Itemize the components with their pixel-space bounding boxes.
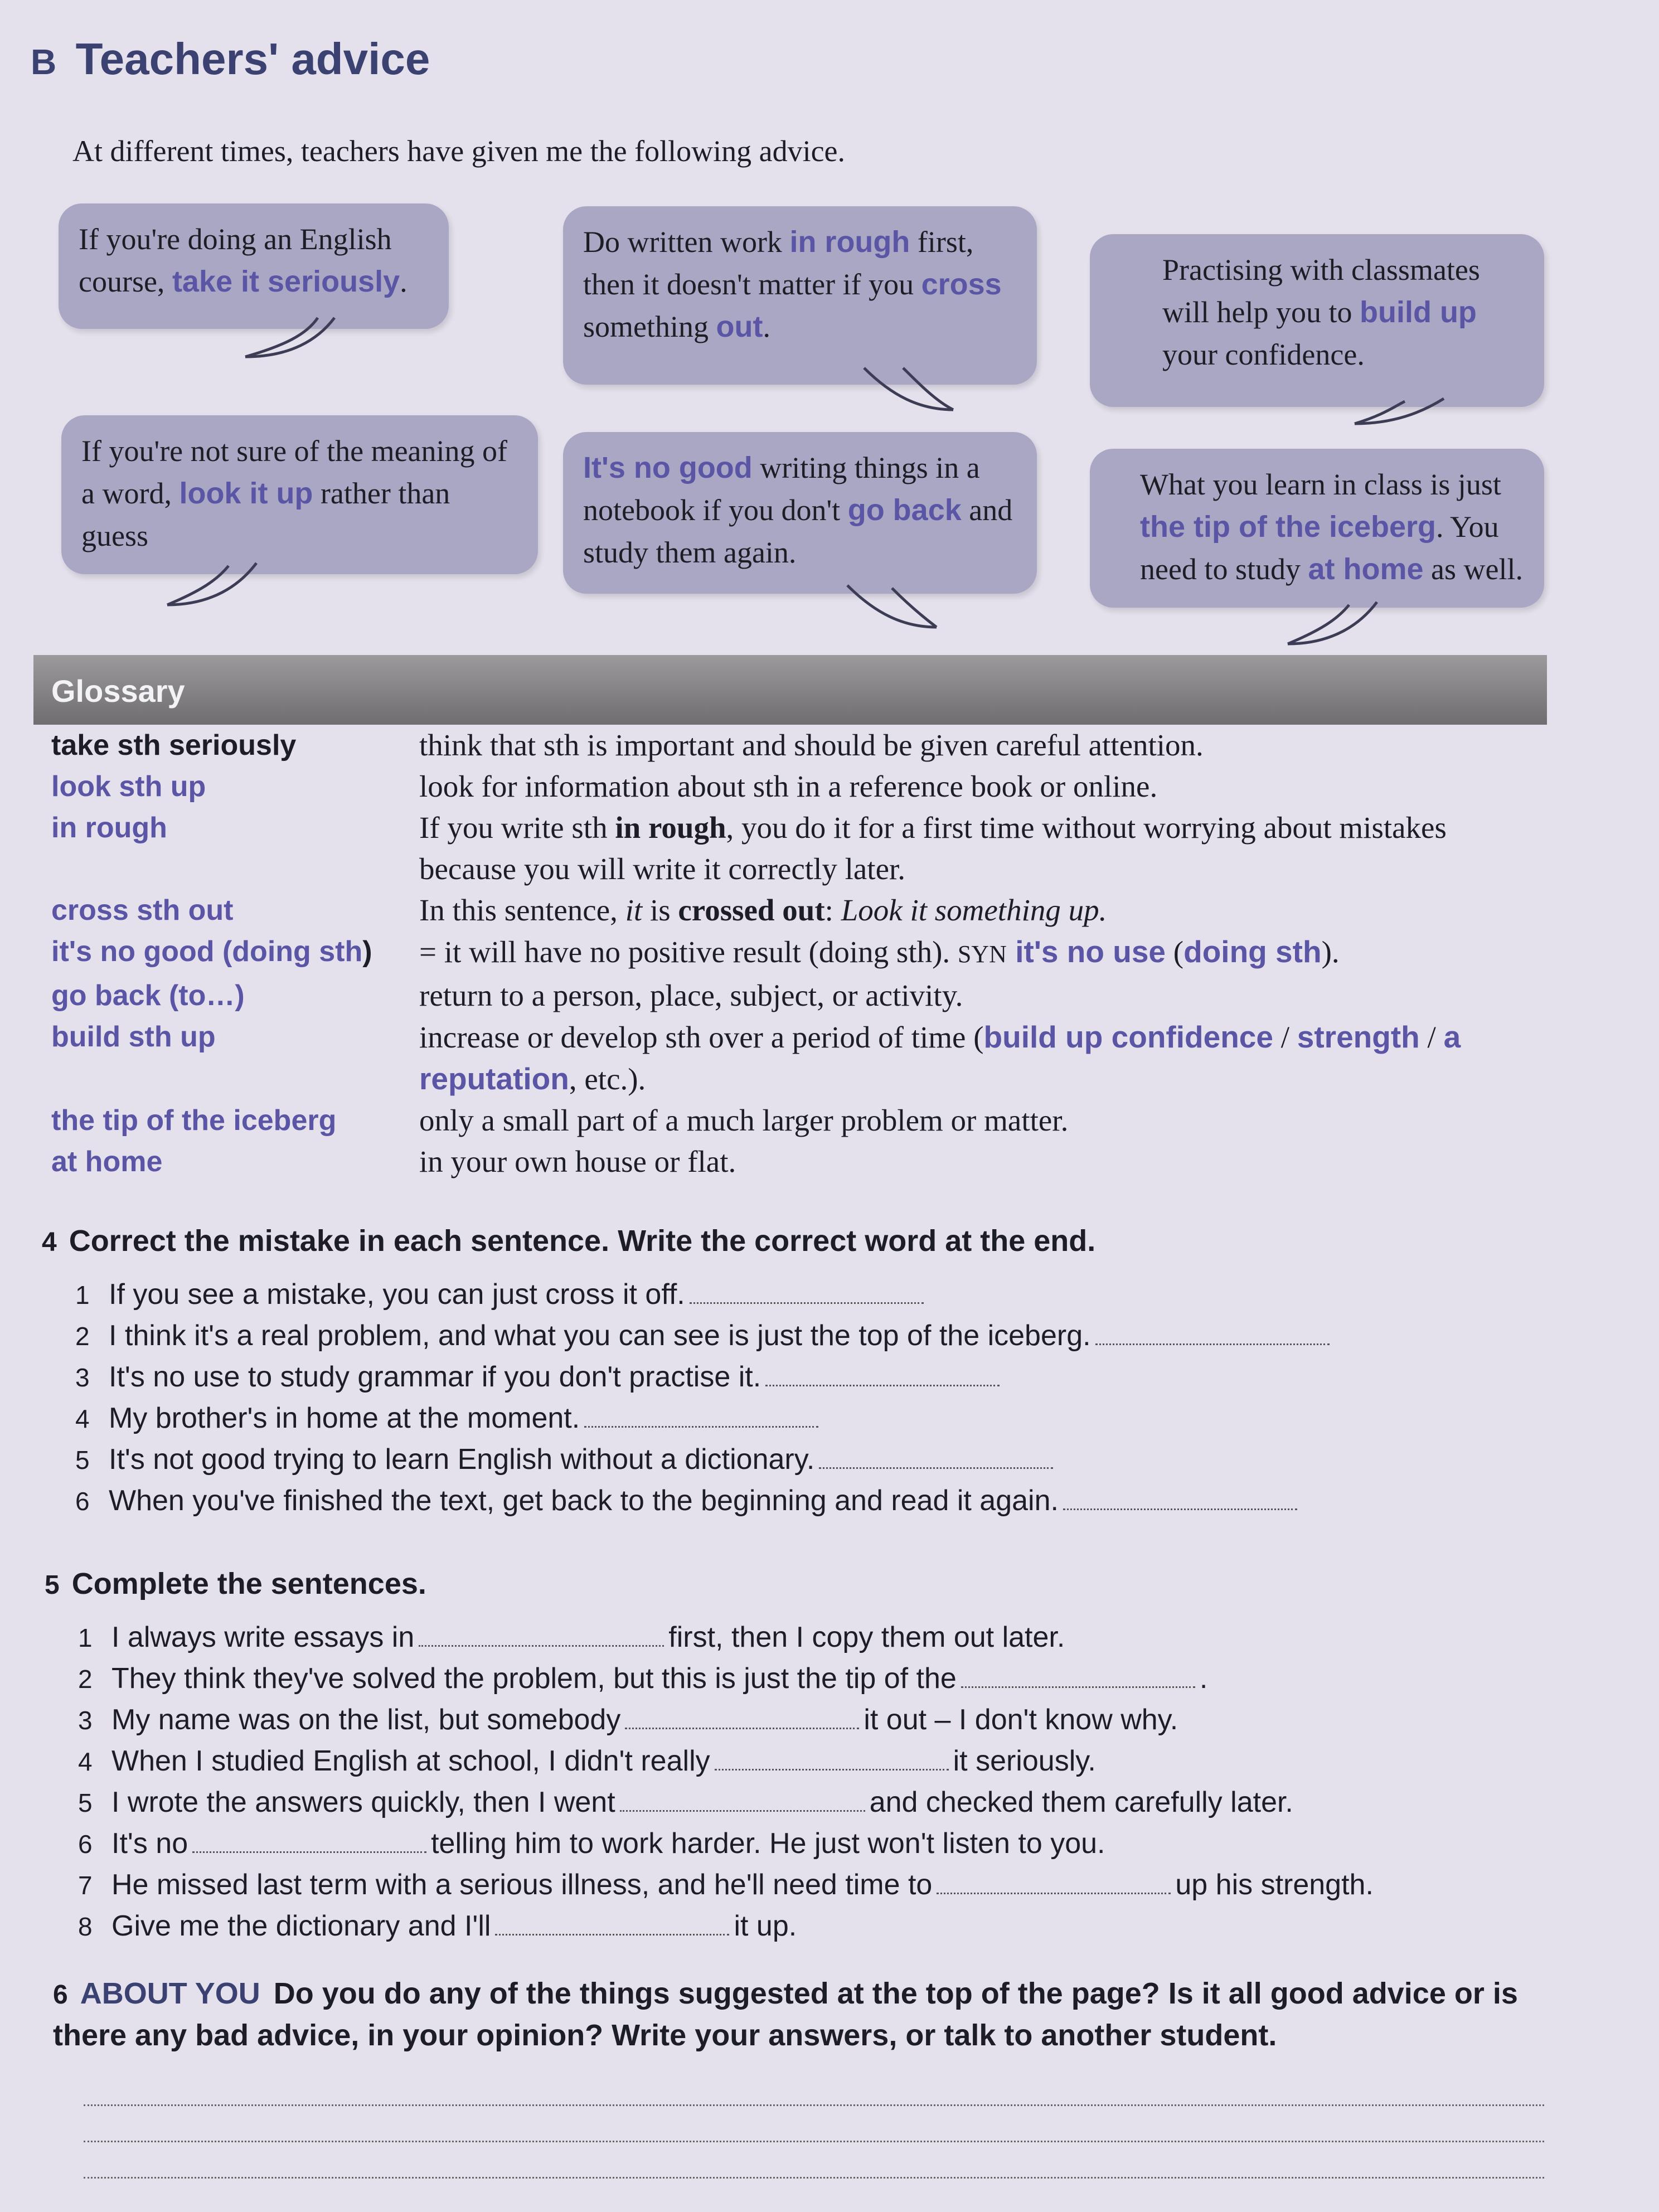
- definition-text: :: [824, 893, 841, 927]
- bubble-text: your confidence.: [1162, 338, 1365, 371]
- item-text: first, then I copy them out later.: [668, 1621, 1065, 1653]
- glossary-row: [51, 725, 1556, 766]
- answer-field[interactable]: [961, 1664, 1195, 1688]
- definition-highlight: doing sth: [1183, 934, 1322, 969]
- term-text: doing sth: [232, 935, 363, 968]
- glossary-definition: look for information about sth in a reference book or online.: [419, 769, 1158, 803]
- glossary-term: at home: [51, 1146, 163, 1178]
- item-text: It's no: [111, 1827, 188, 1860]
- answer-field[interactable]: [1095, 1321, 1330, 1345]
- glossary-row: [51, 931, 1556, 975]
- exercise-item: [75, 1480, 1334, 1521]
- exercise-5-heading: [45, 1566, 426, 1601]
- item-text: I wrote the answers quickly, then I went: [111, 1786, 615, 1818]
- bubble-tail-icon: [240, 312, 340, 362]
- exercise-5-list: [78, 1617, 1374, 1947]
- definition-text: is: [642, 893, 678, 927]
- exercise-number: 4: [42, 1228, 57, 1257]
- item-text: They think they've solved the problem, but this is just the tip of the: [111, 1662, 957, 1695]
- bubble-tail-icon: [1349, 390, 1449, 440]
- glossary-definition: only a small part of a much larger problem or matter.: [419, 1103, 1069, 1137]
- exercise-4-list: [75, 1274, 1334, 1521]
- about-you-label: ABOUT YOU: [80, 1977, 260, 2010]
- advice-bubble-2: [563, 206, 1037, 385]
- glossary-row: [51, 1141, 1556, 1182]
- bubble-text: rather than guess: [81, 477, 450, 552]
- item-number: 4: [78, 1747, 93, 1776]
- glossary-term: in rough: [51, 812, 167, 844]
- glossary-definition: return to a person, place, subject, or activity.: [419, 978, 963, 1012]
- exercise-number: 6: [53, 1980, 68, 2010]
- glossary-definition: [419, 1016, 1534, 1100]
- glossary-term: build sth up: [51, 1021, 216, 1053]
- glossary-list: [51, 725, 1556, 1182]
- item-text: My brother's in home at the moment.: [109, 1402, 580, 1434]
- bubble-highlight: the tip of the iceberg: [1140, 510, 1437, 544]
- exercise-item: [75, 1274, 1334, 1315]
- advice-bubble-1: [59, 203, 449, 329]
- answer-line[interactable]: [84, 2104, 1544, 2106]
- exercise-item: [78, 1782, 1374, 1823]
- exercise-6-heading: [53, 1973, 1525, 2055]
- exercise-item: [78, 1658, 1374, 1699]
- item-number: 5: [75, 1445, 90, 1474]
- term-text: ): [362, 935, 372, 968]
- definition-text: In this sentence,: [419, 893, 625, 927]
- section-letter: B: [31, 42, 57, 82]
- answer-field[interactable]: [937, 1870, 1171, 1894]
- item-number: 7: [78, 1871, 93, 1900]
- item-text: and checked them carefully later.: [869, 1786, 1293, 1818]
- bubble-text: .: [400, 265, 408, 298]
- item-text: If you see a mistake, you can just cross it off.: [109, 1278, 685, 1311]
- glossary-row: [51, 807, 1556, 890]
- item-text: It's not good trying to learn English without a dictionary.: [109, 1443, 815, 1476]
- glossary-term: [51, 931, 419, 975]
- glossary-definition: [419, 931, 1534, 975]
- exercise-item: [78, 1864, 1374, 1905]
- advice-bubble-6: [1090, 449, 1544, 608]
- exercise-item: [78, 1905, 1374, 1947]
- glossary-term: look sth up: [51, 770, 206, 803]
- item-text: it out – I don't know why.: [864, 1704, 1178, 1736]
- advice-bubble-3: [1090, 234, 1544, 407]
- bubble-highlight: cross: [921, 268, 1002, 301]
- glossary-title: Glossary: [51, 673, 185, 709]
- exercise-instruction: Correct the mistake in each sentence. Write the correct word at the end.: [69, 1224, 1096, 1258]
- exercise-item: [78, 1699, 1374, 1740]
- item-number: 2: [78, 1665, 93, 1694]
- bubble-highlight: at home: [1308, 552, 1424, 586]
- bubble-text: . You need to study: [1140, 510, 1499, 586]
- bubble-text: If you're doing an English course,: [79, 222, 392, 298]
- bubble-text: and study them again.: [583, 493, 1013, 569]
- definition-bold: in rough: [615, 811, 726, 845]
- glossary-row: [51, 1100, 1556, 1141]
- answer-line[interactable]: [84, 2141, 1544, 2142]
- section-title: Teachers' advice: [75, 34, 430, 84]
- bubble-text: as well.: [1423, 552, 1523, 586]
- answer-field[interactable]: [690, 1280, 924, 1304]
- bubble-highlight: in rough: [789, 225, 910, 259]
- answer-field[interactable]: [819, 1445, 1053, 1469]
- item-text: My name was on the list, but somebody: [111, 1704, 621, 1736]
- bubble-text: Do written work: [583, 225, 790, 259]
- exercise-item: [75, 1315, 1334, 1356]
- glossary-definition: in your own house or flat.: [419, 1144, 736, 1178]
- glossary-row: [51, 766, 1556, 807]
- item-text: When I studied English at school, I didn't really: [111, 1745, 710, 1777]
- bubble-tail-icon: [162, 557, 262, 608]
- item-number: 4: [75, 1404, 90, 1433]
- exercise-4-heading: [42, 1224, 1095, 1258]
- bubble-text: first, then it doesn't matter if you: [583, 225, 974, 301]
- item-number: 2: [75, 1322, 90, 1351]
- bubble-tail-icon: [842, 580, 942, 630]
- exercise-item: [75, 1398, 1334, 1439]
- bubble-highlight: build up: [1359, 295, 1477, 329]
- definition-text: , you do it for a first time without worrying about mistakes because you will write it correctly later.: [419, 811, 1447, 886]
- definition-text: /: [1419, 1020, 1444, 1054]
- glossary-definition: think that sth is important and should be given careful attention.: [419, 728, 1204, 762]
- section-heading: [31, 33, 430, 85]
- item-number: 5: [78, 1788, 93, 1817]
- definition-example: Look it something up.: [841, 893, 1107, 927]
- bubble-text: Practising with classmates will help you to: [1162, 253, 1480, 329]
- exercise-instruction: Do you do any of the things suggested at the top of the page? Is it all good advice or is there any bad advice, in your opinion? Write your answers, or talk to another student.: [53, 1977, 1518, 2052]
- bubble-tail-icon: [1282, 596, 1382, 647]
- exercise-item: [78, 1823, 1374, 1864]
- exercise-item: [78, 1740, 1374, 1782]
- item-text: .: [1199, 1662, 1208, 1695]
- glossary-header-bar: [33, 655, 1547, 725]
- definition-highlight: it's no use: [1006, 934, 1166, 969]
- item-text: it seriously.: [953, 1745, 1096, 1777]
- glossary-term: the tip of the iceberg: [51, 1104, 337, 1137]
- advice-bubble-5: [563, 432, 1037, 594]
- item-text: When you've finished the text, get back to the beginning and read it again.: [109, 1485, 1059, 1517]
- bubble-text: writing things in a notebook if you don't: [583, 451, 980, 527]
- item-text: up his strength.: [1175, 1869, 1374, 1901]
- definition-highlight: strength: [1297, 1020, 1420, 1054]
- answer-line[interactable]: [84, 2177, 1544, 2179]
- answer-field[interactable]: [715, 1747, 949, 1770]
- item-text: I always write essays in: [111, 1621, 415, 1653]
- definition-text: increase or develop sth over a period of time (: [419, 1020, 984, 1054]
- bubble-text: something: [583, 310, 716, 343]
- definition-highlight: a reputation: [419, 1020, 1461, 1096]
- synonym-label: SYN: [957, 940, 1007, 968]
- bubble-text: If you're not sure of the meaning of a word,: [81, 434, 507, 510]
- answer-field[interactable]: [419, 1623, 664, 1647]
- glossary-term: go back (to…): [51, 979, 245, 1012]
- answer-field[interactable]: [620, 1788, 865, 1812]
- advice-bubble-4: [61, 415, 538, 574]
- exercise-item: [75, 1356, 1334, 1398]
- definition-text: (: [1166, 935, 1184, 969]
- glossary-definition: [419, 890, 1534, 931]
- definition-text: , etc.).: [569, 1062, 646, 1096]
- bubble-text: What you learn in class is just: [1140, 468, 1501, 501]
- answer-field[interactable]: [765, 1362, 1000, 1386]
- item-text: Give me the dictionary and I'll: [111, 1910, 491, 1942]
- answer-field[interactable]: [584, 1404, 818, 1428]
- answer-field[interactable]: [625, 1705, 859, 1729]
- bubble-highlight: take it seriously: [172, 265, 400, 298]
- glossary-row: [51, 890, 1556, 931]
- item-number: 3: [78, 1706, 93, 1735]
- item-number: 1: [78, 1623, 93, 1652]
- glossary-row: [51, 1016, 1556, 1100]
- item-text: I think it's a real problem, and what you can see is just the top of the iceberg.: [109, 1320, 1091, 1352]
- bubble-text: .: [763, 310, 770, 343]
- bubble-highlight: look it up: [179, 477, 313, 510]
- item-number: 6: [75, 1487, 90, 1516]
- definition-bold: crossed out: [678, 893, 825, 927]
- definition-text: ).: [1321, 935, 1340, 969]
- item-number: 6: [78, 1830, 93, 1859]
- bubble-highlight: out: [716, 310, 763, 343]
- item-number: 3: [75, 1363, 90, 1392]
- answer-field[interactable]: [495, 1912, 729, 1936]
- item-text: telling him to work harder. He just won't listen to you.: [431, 1827, 1105, 1860]
- bubble-tail-icon: [858, 362, 959, 413]
- item-number: 1: [75, 1280, 90, 1309]
- definition-text: /: [1273, 1020, 1297, 1054]
- exercise-item: [75, 1439, 1334, 1480]
- definition-highlight: build up confidence: [983, 1020, 1273, 1054]
- exercise-instruction: Complete the sentences.: [71, 1567, 426, 1600]
- exercise-number: 5: [45, 1570, 60, 1600]
- item-text: it up.: [734, 1910, 797, 1942]
- item-text: It's no use to study grammar if you don't practise it.: [109, 1361, 761, 1393]
- answer-field[interactable]: [1063, 1486, 1297, 1510]
- item-number: 8: [78, 1912, 93, 1941]
- item-text: He missed last term with a serious illness, and he'll need time to: [111, 1869, 933, 1901]
- definition-text: If you write sth: [419, 811, 615, 845]
- definition-italic: it: [625, 893, 643, 927]
- bubble-highlight: It's no good: [583, 451, 753, 484]
- glossary-row: [51, 975, 1556, 1016]
- glossary-definition: [419, 807, 1534, 890]
- intro-text: At different times, teachers have given me the following advice.: [72, 134, 846, 168]
- glossary-term: take sth seriously: [51, 729, 297, 761]
- term-text: it's no good (: [51, 935, 232, 968]
- answer-field[interactable]: [192, 1829, 426, 1853]
- bubble-highlight: go back: [847, 493, 962, 527]
- definition-text: = it will have no positive result (doing sth).: [419, 935, 958, 969]
- exercise-item: [78, 1617, 1374, 1658]
- glossary-term: cross sth out: [51, 894, 234, 926]
